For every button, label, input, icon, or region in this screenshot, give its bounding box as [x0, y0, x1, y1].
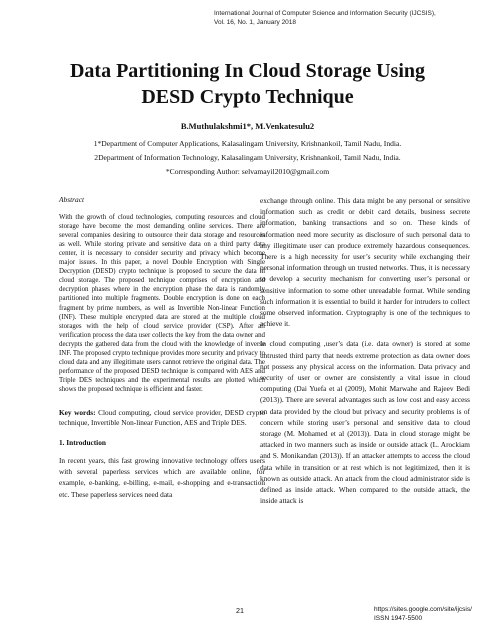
page-number: 21 [236, 606, 244, 615]
journal-volume: Vol. 16, No. 1, January 2018 [214, 18, 297, 26]
title-line-2: DESD Crypto Technique [141, 86, 354, 108]
keywords-label: Key words: [59, 407, 96, 417]
abstract-body: With the growth of cloud technologies, computing resources and cloud storage have become the most demanding online services. There are several companies desiring to outsource their data storage and resources as well. While storing private and sensitive data on a third party data center, it is necessary to consider security and privacy which become major issues. In this paper, a novel Double Encryption with Single Decryption (DESD) crypto technique is proposed to secure the data in cloud storage. The proposed technique comprises of encryption and decryption phases where in the encryption phase the data is randomly partitioned into multiple fragments. Double encryption is done on each fragment by prime numbers, as well as Invertible Non-linear Function (INF). These multiple encrypted data are stored at the multiple cloud storages with the help of cloud service provider (CSP). After all verification process the data user collects the key from the data owner and decrypts the gathered data from the cloud with the knowledge of inverse INF. The proposed crypto technique provides more security and privacy to cloud data and any illegitimate users cannot retrieve the original data. The performance of the proposed DESD technique is compared with AES and Triple DES techniques and the experimental results are plotted which shows the proposed technique is efficient and faster. [59, 214, 265, 393]
body-paragraph-2: In cloud computing ,user’s data (i.e. data owner) is stored at some untrusted third party that needs extreme protection as data owner does not possess any physical access on the information. Data privacy and security of user or owner are consistently a vital issue in cloud computing (Dai Yuefa et al (2009), Mohit Marwahe and Rajeev Bedi (2013)). There are several advantages such as low cost and easy access on data provided by the cloud but privacy and security problems is of concern while storing user’s personal and sensitive data to cloud storage (M. Mohamed et al (2013)). Data in cloud storage might be attacked in two manners such as inside or outside attack (L. Arockiam and S. Monikandan (2013)). If an attacker attempts to access the cloud data while in transition or at rest which is not legitimized, then it is known as outside attack. An attack from the cloud administrator side is defined as inside attack. When compared to the outside attack, the inside attack is [260, 339, 470, 506]
journal-header [214, 10, 484, 27]
title-line-1: Data Partitioning In Cloud Storage Using [69, 60, 426, 82]
journal-name: International Journal of Computer Science and Information Security (IJCSIS), [214, 10, 436, 17]
section-heading-introduction: 1. Introduction [59, 437, 106, 447]
abstract-heading: Abstract [59, 195, 85, 204]
keywords [59, 408, 265, 428]
affiliation-2: 2Department of Information Technology, Kalasalingam University, Krishnankoil, Tamil Nadu, India. [94, 153, 401, 162]
footer-issn: ISSN 1947-5500 [374, 614, 423, 622]
paper-title [30, 58, 465, 110]
authors: B.Muthulakshmi1*, M.Venkatesulu2 [180, 121, 315, 131]
introduction-body: In recent years, this fast growing innovative technology offers users with several paperless services which are available online, for example, e-banking, e-billing, e-mail, e-shopping and e-transaction etc. These paperless services need data [59, 456, 265, 499]
corresponding-author: *Corresponding Author: selvamayil2010@gmail.com [165, 167, 330, 176]
left-column [59, 195, 265, 507]
footer-info [374, 606, 472, 623]
right-column [260, 195, 470, 506]
affiliation-1: 1*Department of Computer Applications, Kalasalingam University, Krishnankoil, Tamil Nadu, India. [93, 139, 402, 148]
body-paragraph-1: exchange through online. This data might be any personal or sensitive information such as credit or debit card details, business secrete information, banking transactions and so on. These kinds of information need more security as disclosure of such personal data to any illegitimate user can produce extremely hazardous consequences. There is a high necessity for user’s security while exchanging their personal information through un trusted networks. Thus, it is necessary to develop a security mechanism for converting user’s personal or sensitive information to some other unreadable format. While sending such information it is essential to build it harder for intruders to collect some observed information. Cryptography is one of the techniques to achieve it. [260, 196, 470, 329]
footer-url: https://sites.google.com/site/ijcsis/ [374, 606, 472, 613]
keywords-text: Cloud computing, cloud service provider, DESD crypto technique, Invertible Non-linear Function, AES and Triple DES. [59, 407, 266, 427]
